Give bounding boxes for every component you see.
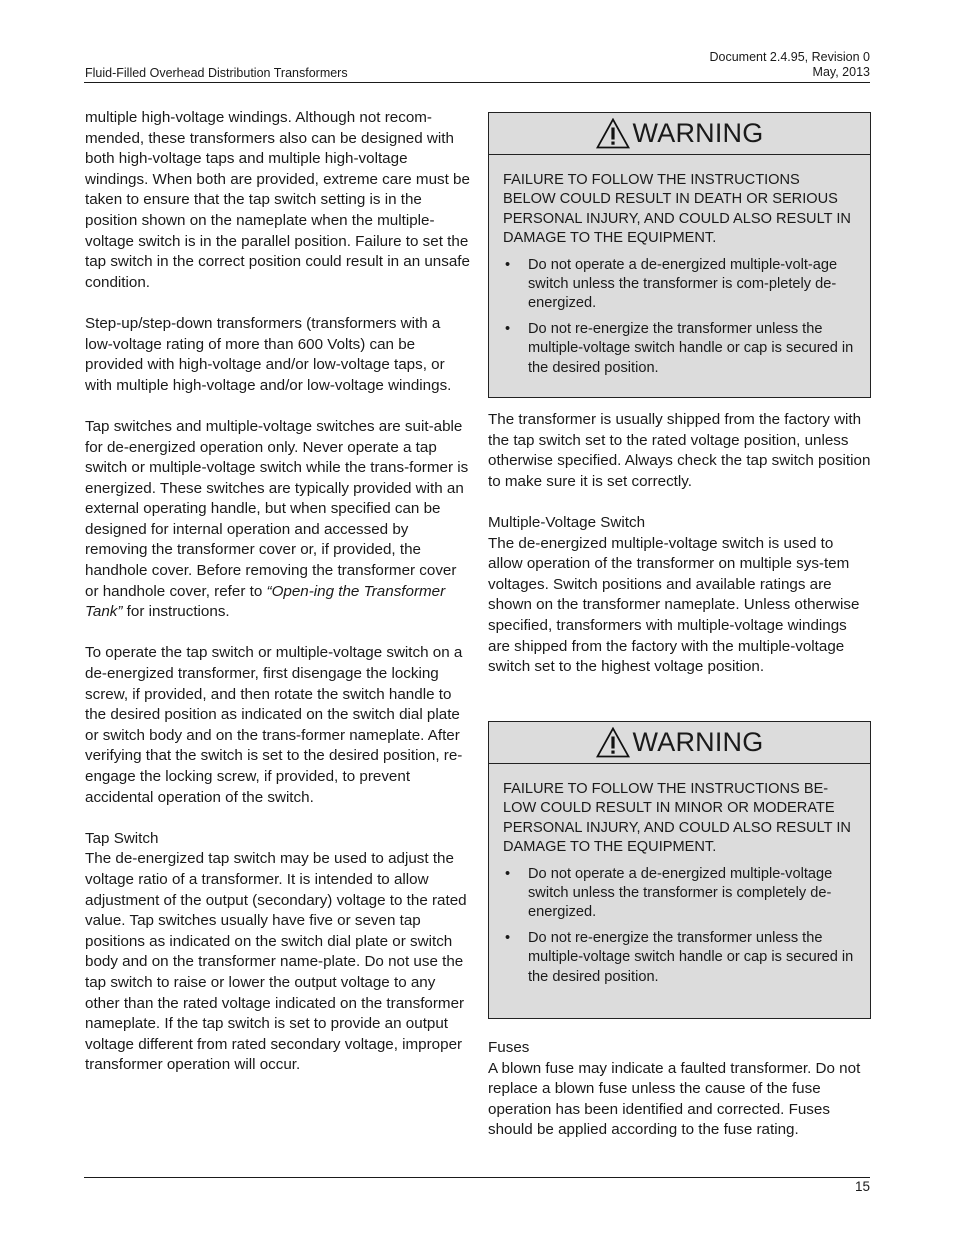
- document-revision: Document 2.4.95, Revision 0: [709, 50, 870, 64]
- list-item: [503, 865, 856, 923]
- list-item: [503, 929, 856, 987]
- paragraph: The de-energized multiple-voltage switch is used to allow operation of the transformer on multiple sys-tem voltages. Switch positions and available ratings are shown on the transformer nameplate. Unless otherwise specified, transformers with multiple-voltage windings are shipped from the factory with the multiple-voltage switch set to the highest voltage position.: [488, 534, 860, 676]
- warning-list: [503, 865, 856, 987]
- document-info: [709, 50, 870, 79]
- list-item: [503, 320, 856, 378]
- paragraph: To operate the tap switch or multiple-voltage switch on a de-energized transformer, first disengage the locking screw, if provided, and then rotate the switch handle to the desired position as indicated on the switch dial plate or switch body and on the trans-former nameplate. After verifying that the switch is set to the desired position, re-engage the locking screw, if provided, to prevent accidental operation of the switch.: [85, 644, 463, 806]
- section-reference: “Open-ing the Transformer Tank”: [85, 582, 446, 621]
- warning-box: [488, 721, 871, 1019]
- warning-body: [489, 764, 870, 1003]
- warning-title: WARNING: [632, 727, 764, 757]
- left-column: [85, 108, 471, 1097]
- warning-title: WARNING: [632, 118, 764, 148]
- document-date: May, 2013: [812, 64, 870, 79]
- paragraph: A blown fuse may indicate a faulted transformer. Do not replace a blown fuse unless the cause of the fuse operation has been identified and corrected. Fuses should be applied according to the fuse rating.: [488, 1059, 861, 1139]
- paragraph: The de-energized tap switch may be used to adjust the voltage ratio of a transformer. It is intended to allow adjustment of the output (secondary) voltage to the rated value. Tap switches usually have five or seven tap positions as indicated on the switch dial plate or switch body and on the transformer name-plate. Do not use the tap switch to raise or lower the output voltage to any other than the rated voltage indicated on the transformer nameplate. If the tap switch is set to provide an output voltage different from rated secondary voltage, improper transformer operation will occur.: [85, 850, 467, 1074]
- bullet: •: [505, 929, 511, 946]
- bullet: •: [505, 320, 511, 337]
- right-column-upper: [488, 410, 872, 698]
- paragraph: multiple high-voltage windings. Although not recom-mended, these transformers also can be designed with both high-voltage taps and multiple high-voltage windings. When both are provided, extreme care must be taken to ensure that the tap switch setting is in the position shown on the nameplate when the multiple-voltage switch is in the parallel position. Failure to set the tap switch in the correct position could result in an unsafe condition.: [85, 109, 470, 291]
- page-number: 15: [854, 1179, 870, 1194]
- section-heading-multiple-voltage-switch: Multiple-Voltage Switch: [488, 513, 646, 531]
- warning-triangle-icon: [596, 727, 630, 758]
- paragraph-text: Tap switches and multiple-voltage switches are suit-able for de-energized operation only. Never operate a tap switch or multiple-voltage switch while the trans-former is energized. These switches are typically provided with an external operating handle, but when specified can be designed for internal operation and accessed by removing the transformer cover or, if provided, the handhole cover. Before removing the transformer cover or handhole cover, refer to: [85, 417, 469, 600]
- section-heading-fuses: Fuses: [488, 1039, 530, 1056]
- paragraph: Step-up/step-down transformers (transformers with a low-voltage rating of more than 600 Volts) can be provided with high-voltage and/or low-voltage taps, or with multiple high-voltage and/or low-voltage windings.: [85, 314, 452, 394]
- paragraph: [85, 417, 471, 623]
- warning-header: [489, 722, 870, 764]
- running-header-title: Fluid-Filled Overhead Distribution Transformers: [85, 66, 348, 80]
- bullet: •: [505, 256, 511, 273]
- list-item-text: Do not re-energize the transformer unless the multiple-voltage switch handle or cap is secured in the desired position.: [528, 320, 854, 376]
- list-item-text: Do not re-energize the transformer unless the multiple-voltage switch handle or cap is secured in the desired position.: [528, 929, 854, 985]
- bullet: •: [505, 865, 511, 882]
- warning-triangle-icon: [596, 118, 630, 149]
- list-item: [503, 256, 856, 314]
- warning-box: [488, 112, 871, 398]
- list-item-text: Do not operate a de-energized multiple-volt-age switch unless the transformer is com-pletely de-energized.: [528, 256, 838, 312]
- paragraph-text: for instructions.: [122, 603, 230, 621]
- warning-header: [489, 113, 870, 155]
- warning-statement: FAILURE TO FOLLOW THE INSTRUCTIONS BELOW COULD RESULT IN DEATH OR SERIOUS PERSONAL INJURY, AND COULD ALSO RESULT IN DAMAGE TO THE EQUIPMENT.: [503, 172, 851, 247]
- header-rule: [84, 82, 870, 83]
- paragraph: The transformer is usually shipped from the factory with the tap switch set to the rated voltage position, unless otherwise specified. Always check the tap switch position to make sure it is set correctly.: [488, 411, 871, 490]
- list-item-text: Do not operate a de-energized multiple-voltage switch unless the transformer is completely de-energized.: [528, 865, 833, 921]
- footer-rule: [84, 1177, 870, 1178]
- warning-list: [503, 256, 856, 378]
- warning-statement: FAILURE TO FOLLOW THE INSTRUCTIONS BE-LOW COULD RESULT IN MINOR OR MODERATE PERSONAL INJURY, AND COULD ALSO RESULT IN DAMAGE TO THE EQUIPMENT.: [503, 781, 851, 856]
- section-heading-tap-switch: Tap Switch: [85, 829, 159, 847]
- warning-body: [489, 155, 870, 394]
- right-column-lower: [488, 1038, 872, 1162]
